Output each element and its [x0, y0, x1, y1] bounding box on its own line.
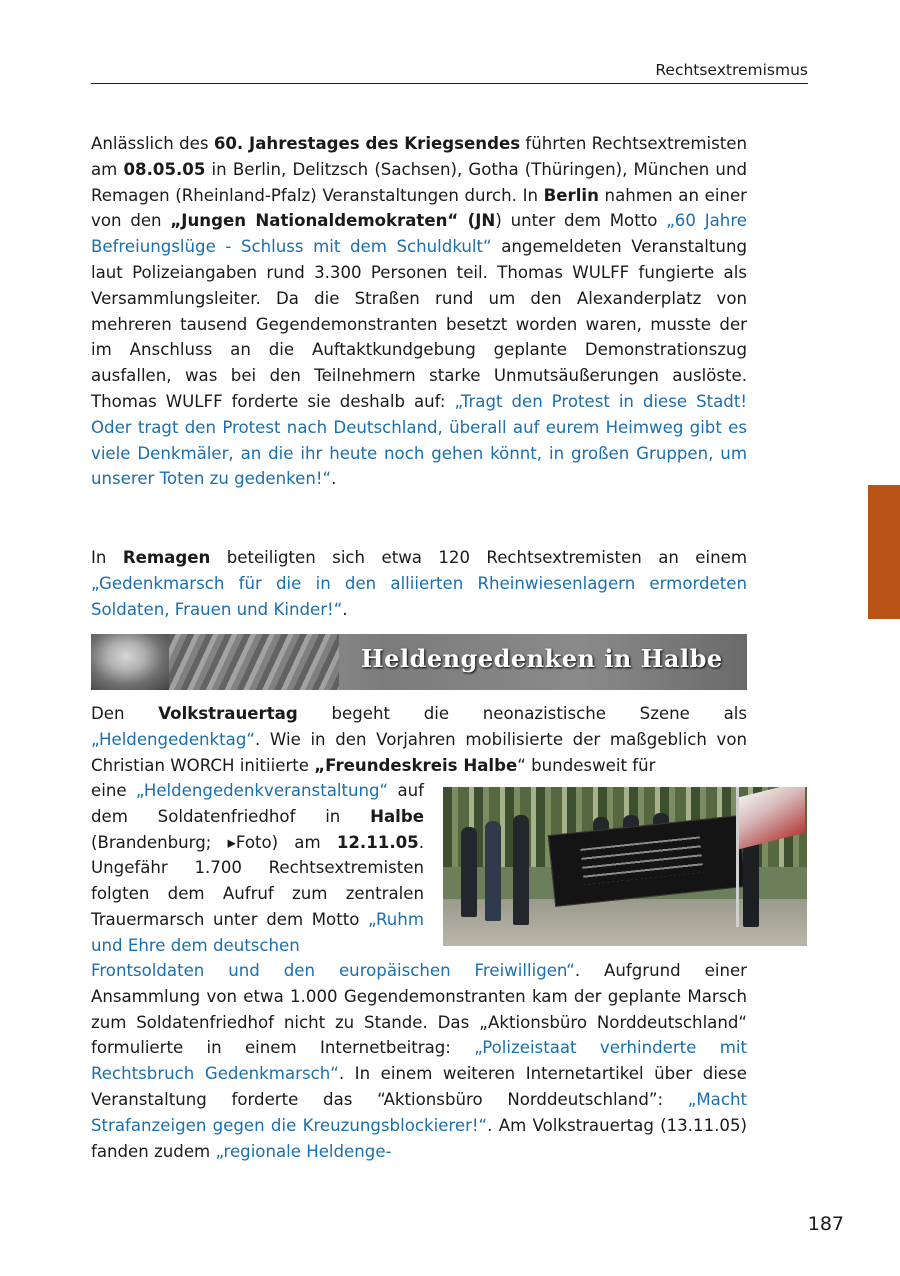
photo-person	[513, 815, 529, 925]
banner-background	[169, 634, 339, 690]
quote-regionale-heldengedenken: „regionale Heldenge-	[215, 1141, 392, 1161]
quote-strafanzeigen: „Macht Strafanzeigen gegen die Kreuzungsblockierer!“	[91, 1089, 747, 1135]
paragraph-aktionsbuero: Frontsoldaten und den europäischen Freiwilligen“. Aufgrund einer Ansammlung von etwa 1.000 Gegendemonstranten kam der geplante Marsch zum Soldatenfriedhof nicht zu Stande. Das „Aktionsbüro Norddeutschland“ formulierte in einem Internetbeitrag: „Polizeistaat verhinderte mit Rechtsbruch Gedenkmarsch“. In einem weiteren Internetartikel über diese Veranstaltung forderte das “Aktionsbüro Norddeutschland”: „Macht Strafanzeigen gegen die Kreuzungsblockierer!“. Am Volkstrauertag (13.11.05) fanden zudem „regionale Heldenge-	[91, 961, 748, 1161]
quote-heldengedenkveranstaltung: „Heldengedenkveranstaltung“	[135, 781, 389, 800]
paragraph-kriegsende: Anlässlich des 60. Jahrestages des Kriegsendes führten Rechtsextremisten am 08.05.05 in Berlin, Delitzsch (Sachsen), Gotha (Thüringen), München und Remagen (Rheinland-Pfalz) Veranstaltungen durch. In Berlin nahmen an einer von den „Jungen Nationaldemokraten“ (JN) unter dem Motto „60 Jahre Befreiungslüge - Schluss mit dem Schuldkult“ angemeldeten Veranstaltung laut Polizeiangaben rund 3.300 Personen teil. Thomas WULFF fungierte als Versammlungsleiter. Da die Straßen rund um den Alexanderplatz von mehreren tausend Gegendemonstranten besetzt worden waren, musste der im Anschluss an die Auftaktkundgebung geplante Demonstrationszug ausfallen, was bei den Teilnehmern starke Unmutsäußerungen auslöste. Thomas WULFF forderte sie deshalb auf: „Tragt den Protest in diese Stadt! Oder tragt den Protest nach Deutschland, überall auf eurem Heimweg gibt es viele Denkmäler, an die ihr heute noch gehen könnt, in großen Gruppen, um unserer Toten zu gedenken!“.	[91, 134, 747, 489]
quote-polizeistaat: „Polizeistaat verhinderte mit Rechtsbruch Gedenkmarsch“	[91, 1038, 747, 1084]
quote-heldengedenktag: „Heldengedenktag“	[91, 729, 255, 749]
quote-wulff: „Tragt den Protest in diese Stadt! Oder tragt den Protest nach Deutschland, überall auf eurem Heimweg gibt es viele Denkmäler, an die ihr heute noch gehen könnt, in großen Gruppen, um unserer Toten zu gedenken!“	[91, 391, 747, 489]
arrow-right-icon: ▸	[227, 832, 236, 852]
paragraph-remagen: In Remagen beteiligten sich etwa 120 Rechtsextremisten an einem „Gedenkmarsch für die in den alliierten Rheinwiesenlagern ermordeten Soldaten, Frauen und Kinder!“.	[91, 548, 747, 619]
heldengedenken-banner-image	[91, 634, 747, 690]
quote-frontsoldaten: Frontsoldaten und den europäischen Freiwilligen“	[91, 961, 575, 980]
halbe-march-photo	[443, 787, 807, 946]
photo-person	[461, 827, 477, 917]
quote-motto-berlin: „60 Jahre Befreiungslüge - Schluss mit dem Schuldkult“	[91, 211, 747, 257]
paragraph-halbe: eine „Heldengedenkveranstaltung“ auf dem Soldatenfriedhof in Halbe (Brandenburg; ▸Foto) am 12.11.05. Ungefähr 1.700 Rechtsextremisten folgten dem Aufruf zum zentralen Trauermarsch unter dem Motto „Ruhm und Ehre dem deutschen	[91, 781, 425, 955]
paragraph-volkstrauertag: Den Volkstrauertag begeht die neonazistische Szene als „Heldengedenktag“. Wie in den Vorjahren mobilisierte der maßgeblich von Christian WORCH initiierte „Freundeskreis Halbe“ bundesweit für	[91, 704, 747, 775]
banner-portrait	[91, 634, 169, 690]
banner-title: Heldengedenken in Halbe	[361, 644, 723, 673]
header-rule	[91, 83, 808, 84]
running-header: Rechtsextremismus	[655, 61, 808, 79]
photo-person	[485, 821, 501, 921]
quote-ruhm-und-ehre: „Ruhm und Ehre dem deutschen	[91, 909, 424, 955]
page-number: 187	[807, 1213, 844, 1235]
chapter-tab-marker	[868, 485, 900, 619]
quote-gedenkmarsch: „Gedenkmarsch für die in den alliierten Rheinwiesenlagern ermordeten Soldaten, Frauen und Kinder!“	[91, 573, 747, 619]
